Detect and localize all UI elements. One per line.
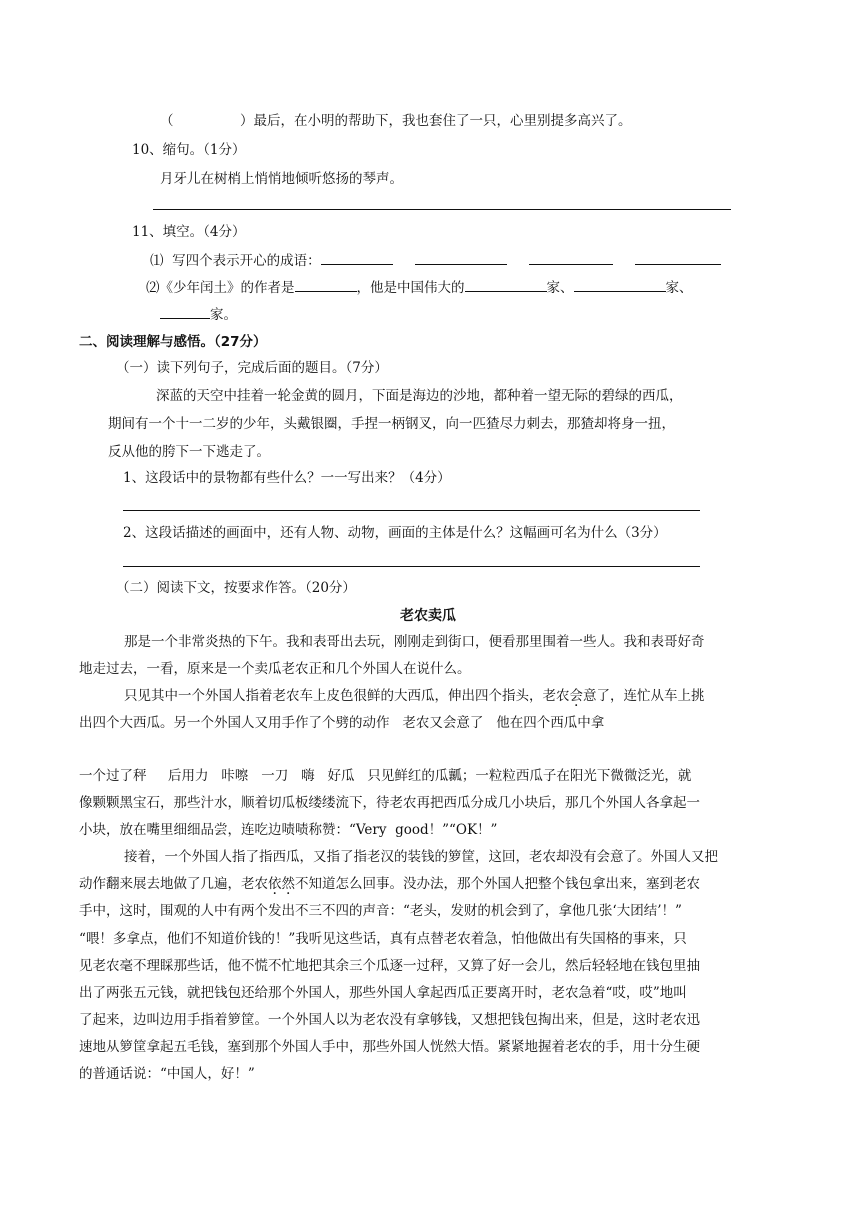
story-title: 老农卖瓜 bbox=[400, 608, 456, 624]
q11-item1-text: ⑴ 写四个表示开心的成语： bbox=[150, 253, 321, 269]
emphasis-char-yi: 依 bbox=[268, 876, 282, 892]
q11-item2-jia2: 家、 bbox=[665, 280, 693, 296]
idiom-blank-3[interactable] bbox=[529, 250, 613, 265]
story-p3-line4: “喂！多拿点，他们不知道价钱的！”我听见这些话，真有点替老农着急，怕他做出有失国格的事来，只 bbox=[79, 931, 687, 947]
q11-item2 bbox=[146, 277, 693, 297]
passage-line-1: 深蓝的天空中挂着一轮金黄的圆月，下面是海边的沙地，都种着一望无际的碧绿的西瓜， bbox=[156, 388, 683, 404]
story-p2-line3: 一个过了秤 后用力 咔嚓 一刀 嗨 好瓜 只见鲜红的瓜瓤；一粒粒西瓜子在阳光下微微泛光，就 bbox=[79, 768, 692, 784]
q11-item2-cont bbox=[160, 304, 237, 324]
emphasis-char-ran: 然 bbox=[281, 876, 295, 892]
q11-item2-jia3: 家。 bbox=[210, 307, 237, 323]
story-p3-line1: 接着，一个外国人指了指西瓜，又指了指老汉的装钱的箩筐，这回，老农却没有会意了。外国人又把 bbox=[124, 849, 718, 865]
story-p2-line4: 像颗颗黑宝石，那些汁水，顺着切瓜板缕缕流下，待老农再把西瓜分成几小块后，那几个外国人各拿起一 bbox=[79, 795, 700, 811]
occupation-blank-2[interactable] bbox=[574, 277, 666, 292]
part-two-heading: （二）阅读下文，按要求作答。（20分） bbox=[116, 580, 356, 596]
section-two-heading: 二、阅读理解与感悟。（27分） bbox=[79, 334, 267, 350]
q11-item2-great: ，他是中国伟大的 bbox=[356, 280, 465, 296]
q10-sentence: 月牙儿在树梢上悄悄地倾听悠扬的琴声。 bbox=[160, 171, 403, 187]
story-p2-line1 bbox=[124, 687, 705, 705]
occupation-blank-3[interactable] bbox=[160, 304, 210, 319]
occupation-blank-1[interactable] bbox=[465, 277, 547, 292]
question-2-answer-line[interactable] bbox=[123, 566, 700, 567]
story-p2-line1-b: 意了，连忙从车上挑 bbox=[583, 688, 705, 704]
story-p3-line3: 手中，这时，围观的人中有两个发出不三不四的声音：“老头，发财的机会到了，拿他几张‘大团结’！” bbox=[79, 903, 682, 919]
story-p3-line8: 速地从箩筐拿起五毛钱，塞到那个外国人手中，那些外国人恍然大悟。紧紧地握着老农的手，用十分生硬 bbox=[79, 1039, 700, 1055]
idiom-blank-1[interactable] bbox=[321, 250, 393, 265]
story-p3-line2-b: 不知道怎么回事。没办法，那个外国人把整个钱包拿出来，塞到老农 bbox=[295, 876, 700, 892]
q11-item1 bbox=[150, 250, 721, 270]
idiom-blank-4[interactable] bbox=[635, 250, 721, 265]
story-p2-line1-a: 只见其中一个外国人指着老农车上皮色很鲜的大西瓜，伸出四个指头，老农 bbox=[124, 688, 570, 704]
idiom-blank-2[interactable] bbox=[415, 250, 507, 265]
story-p3-line2-a: 动作翻来展去地做了几遍，老农 bbox=[79, 876, 268, 892]
story-p1-line1: 那是一个非常炎热的下午。我和表哥出去玩，刚刚走到街口，便看那里围着一些人。我和表哥好奇 bbox=[124, 634, 705, 650]
emphasis-char-hui: 会 bbox=[569, 688, 583, 704]
author-blank[interactable] bbox=[295, 277, 357, 292]
story-p3-line2 bbox=[79, 875, 700, 893]
story-p3-line7: 了起来，边叫边用手指着箩筐。一个外国人以为老农没有拿够钱，又想把钱包掏出来，但是，这时老农迅 bbox=[79, 1012, 700, 1028]
passage-line-2: 期间有一个十一二岁的少年，头戴银圈，手捏一柄钢叉，向一匹猹尽力刺去，那猹却将身一扭， bbox=[108, 416, 675, 432]
story-p3-line5: 见老农毫不理睬那些话，他不慌不忙地把其余三个瓜逐一过秤，又算了好一会儿，然后轻轻地在钱包里抽 bbox=[79, 958, 700, 974]
story-p3-line6: 出了两张五元钱，就把钱包还给那个外国人，那些外国人拿起西瓜正要离开时，老农急着“哎，哎”地叫 bbox=[79, 985, 687, 1001]
reading-question-2: 2、这段话描述的画面中，还有人物、动物，画面的主体是什么？这幅画可名为什么（3分） bbox=[123, 525, 667, 541]
q9-answer-line: ）最后，在小明的帮助下，我也套住了一只，心里别提多高兴了。 bbox=[240, 113, 632, 129]
q11-item2-author-label: ⑵《少年闰土》的作者是 bbox=[146, 280, 295, 296]
story-p1-line2: 地走过去，一看，原来是一个卖瓜老农正和几个外国人在说什么。 bbox=[79, 661, 471, 677]
q10-answer-blank[interactable] bbox=[153, 209, 731, 210]
reading-question-1: 1、这段话中的景物都有些什么？一一写出来？（4分） bbox=[123, 470, 451, 486]
part-one-heading: （一）读下列句子，完成后面的题目。（7分） bbox=[116, 360, 388, 376]
q11-item2-jia1: 家、 bbox=[546, 280, 574, 296]
q11-heading: 11、填空。（4分） bbox=[132, 224, 246, 240]
passage-line-3: 反从他的胯下一下逃走了。 bbox=[108, 444, 270, 460]
question-1-answer-line[interactable] bbox=[123, 510, 700, 511]
story-p2-line2: 出四个大西瓜。另一个外国人又用手作了个劈的动作 老农又会意了 他在四个西瓜中拿 bbox=[79, 715, 605, 731]
story-p2-line5: 小块，放在嘴里细细品尝，连吃边啧啧称赞：“Very good！”“OK！” bbox=[79, 822, 498, 838]
q9-paren-open: （ bbox=[160, 113, 174, 129]
story-p3-line9: 的普通话说：“中国人，好！” bbox=[79, 1066, 255, 1082]
q10-heading: 10、缩句。（1分） bbox=[132, 142, 246, 158]
